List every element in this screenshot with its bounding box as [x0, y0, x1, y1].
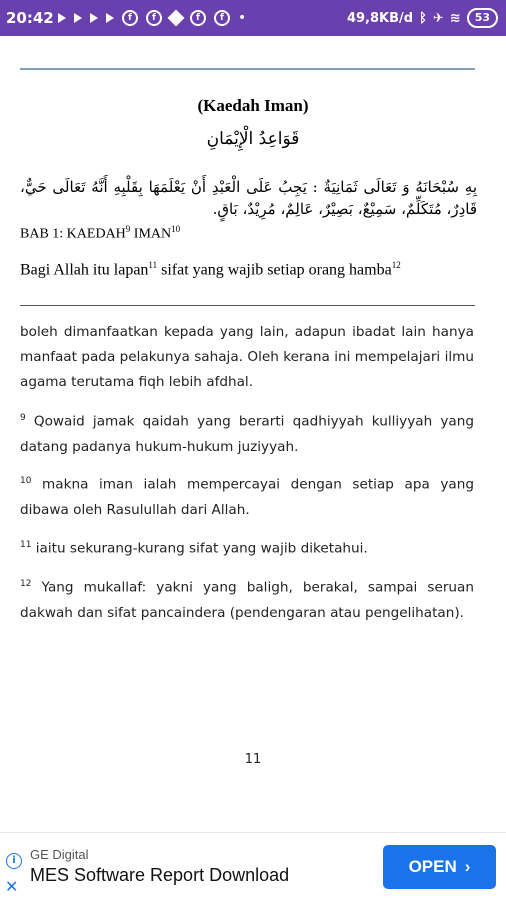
header-rule: [20, 68, 475, 70]
footnote-ref: 10: [171, 224, 181, 234]
footnote-ref: 12: [391, 260, 401, 270]
footnote-num: 10: [20, 476, 32, 486]
close-icon[interactable]: ✕: [5, 877, 19, 896]
bab-heading-word: IMAN: [130, 226, 172, 242]
facebook-icon: f: [122, 10, 138, 26]
footnote-11: [20, 533, 474, 562]
battery-icon: 53: [467, 8, 498, 28]
app-icon: [168, 10, 185, 27]
document-page[interactable]: [0, 36, 506, 832]
arabic-text: بِهِ سُبْحَانَهُ وَ تَعَالَى ثَمَانِيَةٌ : يَجِبُ عَلَى الْعَبْدِ أَنْ يَعْلَمَهَا بِقَلْبِهِ أَنَّهُ تَعَالَى حَيٌّ، قَادِرٌ، مُتَكَلِّمٌ، سَمِيْعٌ، بَصِيْرٌ، عَالِمٌ، مُرِيْدٌ، بَاقٍ.: [20, 178, 477, 218]
status-right: [347, 8, 498, 28]
play-icon: [74, 13, 82, 23]
footnote-text: iaitu sekurang-kurang sifat yang wajib diketahui.: [31, 540, 368, 557]
footnote-12: [20, 572, 474, 626]
body-text: Bagi Allah itu lapan: [20, 261, 149, 279]
arabic-title: قَوَاعِدُ الْإِيْمَانِ: [206, 129, 300, 149]
body-text: sifat yang wajib setiap orang hamba: [157, 261, 392, 279]
notification-icons: [58, 10, 246, 26]
page-number: 11: [244, 752, 262, 767]
footnote-text: Yang mukallaf: yakni yang baligh, berakal, sampai seruan dakwah dan sifat pancaindera (pendengaran atau pengelihatan).: [20, 579, 474, 621]
play-icon: [58, 13, 66, 23]
ad-banner[interactable]: [0, 832, 506, 901]
page-title: (Kaedah Iman): [197, 96, 309, 115]
footnote-rule: [20, 305, 475, 306]
chevron-right-icon: ›: [464, 857, 471, 876]
bab-heading: [20, 224, 180, 243]
ad-info-icon[interactable]: i: [6, 853, 22, 869]
more-notifications-icon: •: [238, 10, 247, 26]
status-bar: [0, 0, 506, 36]
footnote-num: 9: [20, 413, 26, 423]
play-icon: [106, 13, 114, 23]
footnote-ref: 9: [125, 224, 131, 234]
bab-heading-text: BAB 1: KAEDAH: [20, 226, 126, 242]
net-speed: 49,8KB/d: [346, 10, 414, 26]
ad-title[interactable]: MES Software Report Download: [30, 865, 290, 885]
footnote-num: 11: [20, 540, 32, 550]
open-button-label: OPEN: [408, 857, 457, 876]
footnote-ref: 11: [148, 260, 158, 270]
airplane-mode-icon: ✈: [432, 10, 444, 26]
footnote-9: [20, 406, 474, 460]
wifi-icon: ≋: [449, 10, 461, 26]
bluetooth-icon: ᛒ: [419, 10, 427, 26]
facebook-icon: f: [214, 10, 230, 26]
facebook-icon: f: [146, 10, 162, 26]
footnote-num: 12: [20, 579, 32, 589]
body-line: [20, 260, 401, 279]
footnote-text: makna iman ialah mempercayai dengan setiap apa yang dibawa oleh Rasulullah dari Allah.: [20, 476, 474, 518]
open-button[interactable]: [383, 845, 496, 889]
paragraph: boleh dimanfaatkan kepada yang lain, adapun ibadat lain hanya manfaat pada pelakunya sahaja. Oleh kerana ini mempelajari ilmu agama terutama fiqh lebih afdhal.: [20, 324, 474, 390]
footnote-text: Qowaid jamak qaidah yang berarti qadhiyyah kulliyyah yang datang padanya hukum-hukum juziyyah.: [20, 413, 474, 455]
status-time: 20:42: [6, 9, 54, 27]
facebook-icon: f: [190, 10, 206, 26]
play-icon: [90, 13, 98, 23]
ad-brand: GE Digital: [30, 847, 89, 862]
footnote-10: [20, 469, 474, 523]
